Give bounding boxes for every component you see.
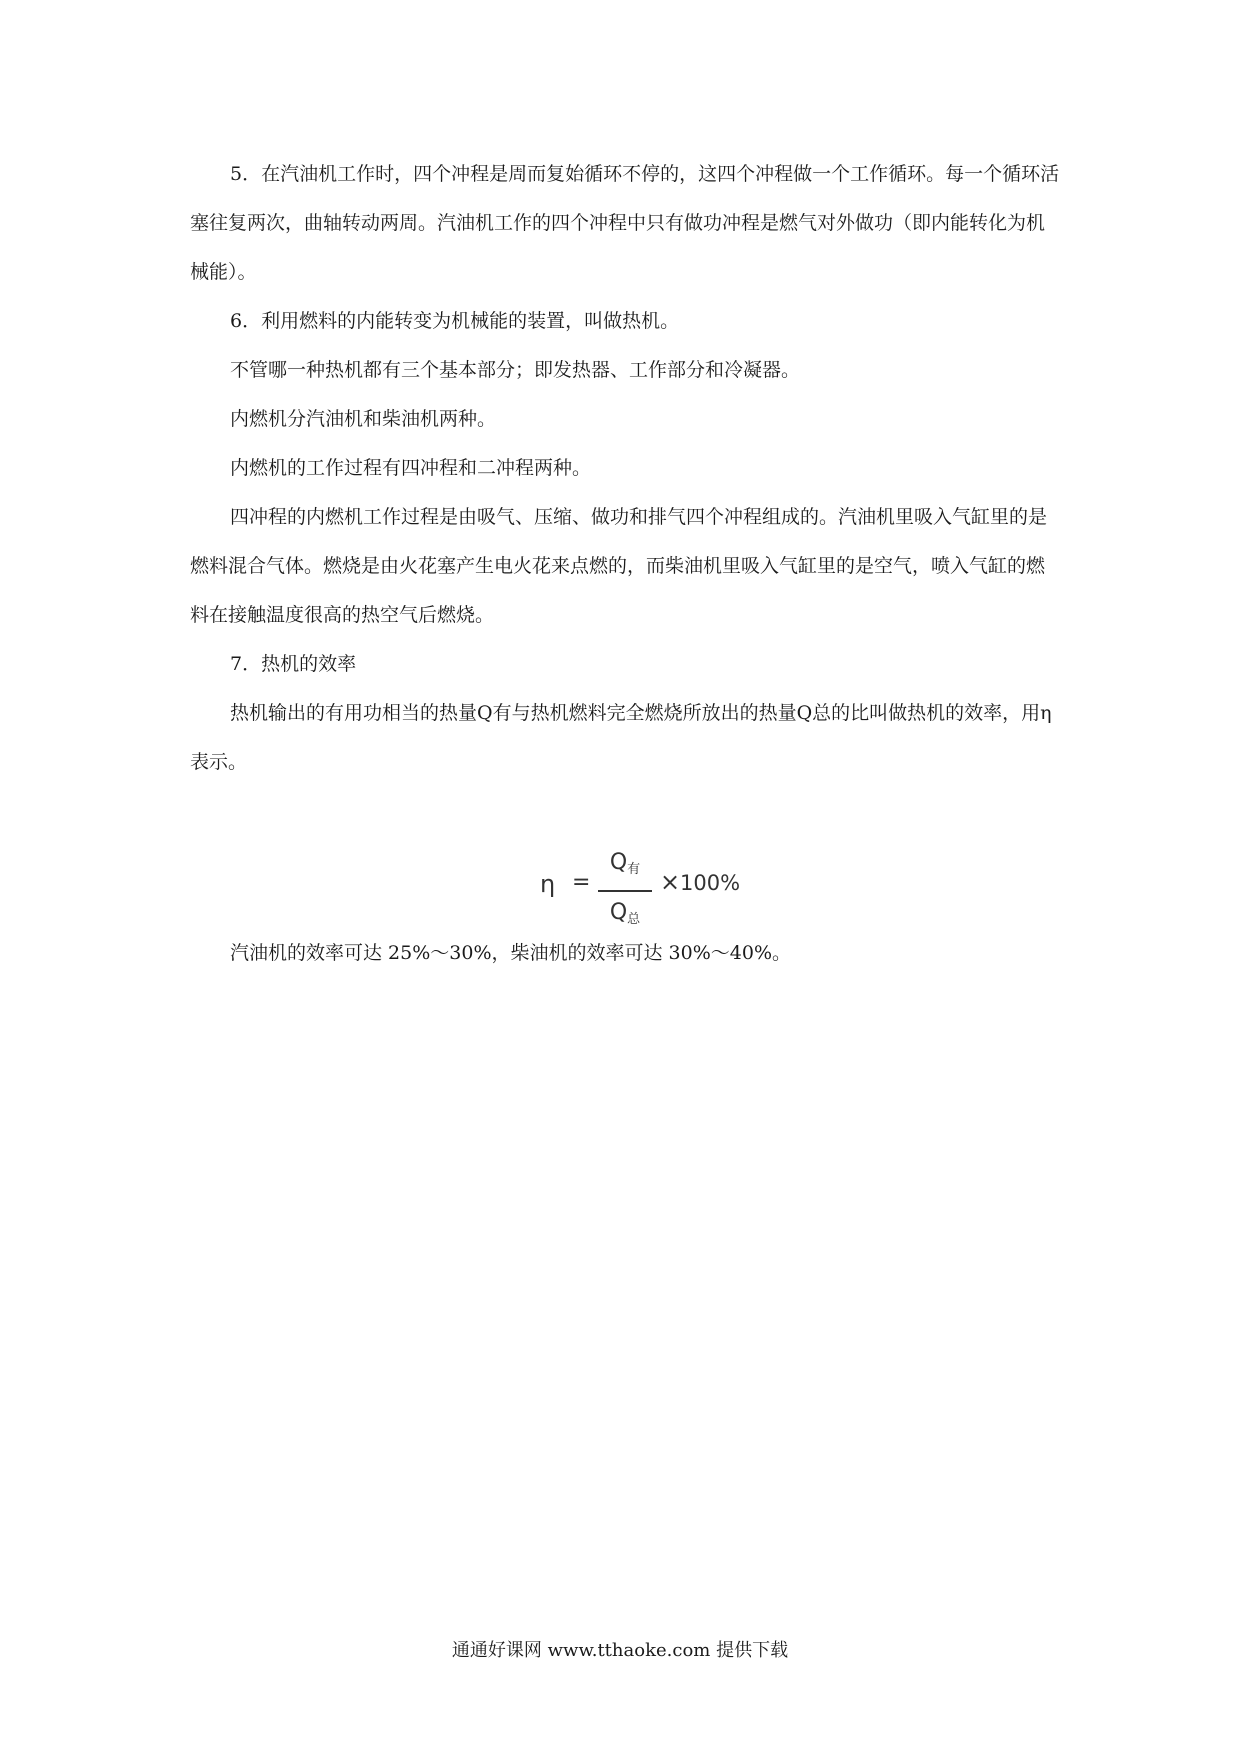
formula-equals: =	[572, 870, 591, 895]
fraction-bar	[598, 890, 652, 892]
efficiency-formula	[540, 840, 780, 930]
efficiency-note: 汽油机的效率可达 25%～30%，柴油机的效率可达 30%～40%。	[230, 942, 792, 964]
paragraph-engine-types: 内燃机分汽油机和柴油机两种。	[230, 408, 497, 430]
formula-times: ×	[660, 868, 681, 896]
formula-numerator	[598, 848, 652, 885]
formula-denominator-subscript: 总	[627, 912, 641, 927]
page-footer: 通通好课网 www.tthaoke.com 提供下载	[451, 1640, 789, 1661]
paragraph-four-stroke-process: 四冲程的内燃机工作过程是由吸气、压缩、做功和排气四个冲程组成的。汽油机里吸入气缸里的是燃料混合气体。燃烧是由火花塞产生电火花来点燃的，而柴油机里吸入气缸里的是空气，喷入气缸的燃料在接触温度很高的热空气后燃烧。	[190, 506, 1048, 626]
formula-eta: η	[540, 870, 556, 898]
paragraph-stroke-cycle: 5．在汽油机工作时，四个冲程是周而复始循环不停的，这四个冲程做一个工作循环。每一个循环活塞往复两次，曲轴转动两周。汽油机工作的四个冲程中只有做功冲程是燃气对外做功（即内能转化为机械能）。	[190, 163, 1060, 283]
paragraph-efficiency-definition: 热机输出的有用功相当的热量Q有与热机燃料完全燃烧所放出的热量Q总的比叫做热机的效率，用η表示。	[190, 702, 1052, 773]
formula-numerator-symbol: Q	[609, 850, 628, 875]
formula-denominator	[598, 898, 652, 935]
formula-numerator-subscript: 有	[627, 862, 641, 877]
paragraph-heat-engine-definition: 6．利用燃料的内能转变为机械能的装置，叫做热机。	[230, 310, 680, 332]
formula-percent: 100%	[680, 871, 741, 895]
formula-fraction	[598, 848, 652, 935]
section-heading-efficiency: 7．热机的效率	[230, 653, 357, 675]
paragraph-engine-strokes: 内燃机的工作过程有四冲程和二冲程两种。	[230, 457, 592, 479]
paragraph-heat-engine-parts: 不管哪一种热机都有三个基本部分；即发热器、工作部分和冷凝器。	[230, 359, 801, 381]
document-body	[190, 150, 1060, 787]
formula-denominator-symbol: Q	[609, 900, 628, 925]
